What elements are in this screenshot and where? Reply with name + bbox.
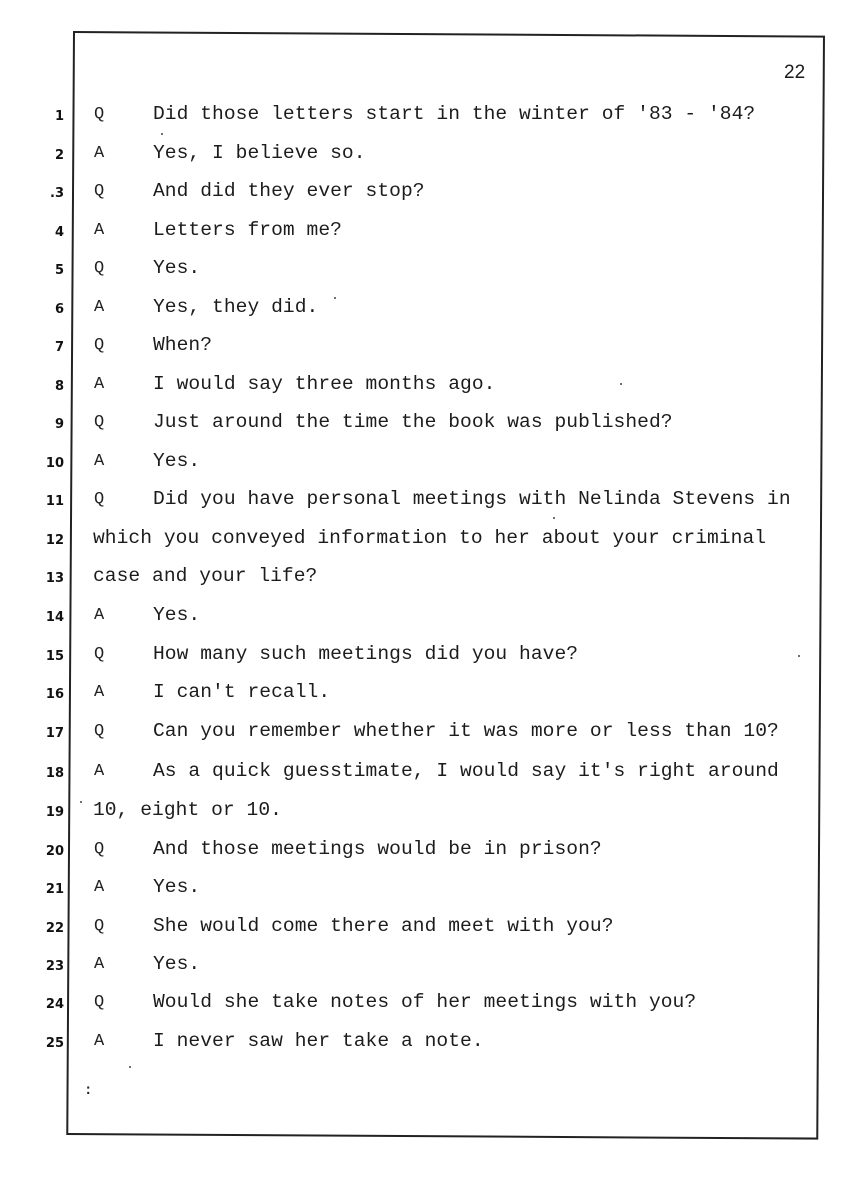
speaker-label: A (94, 683, 105, 702)
speaker-label: Q (94, 993, 105, 1012)
transcript-line (0, 257, 860, 287)
transcript-line (0, 953, 860, 983)
scan-speck (620, 383, 622, 385)
speaker-label: Q (94, 490, 105, 509)
transcript-line (0, 334, 860, 364)
line-text: case and your life? (93, 565, 318, 587)
line-number: 5 (54, 263, 64, 278)
line-number: 10 (45, 456, 64, 471)
line-number: 1 (54, 109, 64, 124)
speaker-label: A (94, 762, 105, 781)
line-text: When? (153, 334, 213, 356)
transcript-line (0, 450, 860, 480)
speaker-label: A (94, 1032, 105, 1051)
transcript-line (0, 411, 860, 441)
scan-speck (798, 655, 800, 657)
line-number: 7 (54, 340, 64, 355)
line-text: Yes, they did. (153, 296, 319, 318)
page-number: 22 (784, 62, 806, 83)
scan-speck (334, 297, 336, 299)
speaker-label: A (94, 221, 105, 240)
line-number: 20 (45, 844, 64, 859)
transcript-line (0, 373, 860, 403)
speaker-label: Q (94, 645, 105, 664)
line-number: 16 (45, 687, 64, 702)
line-text: 10, eight or 10. (93, 799, 282, 821)
scan-speck (129, 1066, 131, 1068)
transcript-line (0, 527, 860, 557)
line-text: Just around the time the book was published? (153, 411, 673, 433)
speaker-label: Q (94, 840, 105, 859)
line-text: which you conveyed information to her about your criminal (93, 527, 767, 549)
transcript-line (0, 838, 860, 868)
line-text: How many such meetings did you have? (153, 643, 579, 665)
speaker-label: A (94, 878, 105, 897)
line-number: 22 (45, 921, 64, 936)
line-number: 8 (54, 379, 64, 394)
scan-speck (161, 133, 163, 135)
transcript-line (0, 915, 860, 945)
line-number: 4 (54, 225, 64, 240)
speaker-label: Q (94, 182, 105, 201)
scan-speck (80, 801, 82, 803)
line-number: 19 (45, 805, 64, 820)
line-number: 14 (45, 610, 64, 625)
speaker-label: Q (94, 722, 105, 741)
speaker-label: A (94, 375, 105, 394)
line-number: 12 (45, 533, 64, 548)
transcript-line (0, 760, 860, 790)
stray-mark: : (84, 1083, 93, 1099)
transcript-line (0, 720, 860, 750)
line-text: I would say three months ago. (153, 373, 496, 395)
line-number: 11 (45, 494, 64, 509)
line-text: Would she take notes of her meetings with you? (153, 991, 697, 1013)
line-text: Yes. (153, 953, 201, 975)
line-text: Did you have personal meetings with Nelinda Stevens in (153, 488, 791, 510)
line-number: .3 (50, 186, 64, 201)
transcript-line (0, 991, 860, 1021)
transcript-line (0, 219, 860, 249)
line-number: 2 (54, 148, 64, 163)
transcript-line (0, 296, 860, 326)
transcript-line (0, 643, 860, 673)
line-text: Did those letters start in the winter of '83 - '84? (153, 103, 756, 125)
line-text: Yes. (153, 876, 201, 898)
transcript-line (0, 681, 860, 711)
speaker-label: A (94, 955, 105, 974)
speaker-label: Q (94, 336, 105, 355)
transcript-line (0, 565, 860, 595)
line-text: And did they ever stop? (153, 180, 425, 202)
transcript-line (0, 1030, 860, 1060)
transcript-line (0, 604, 860, 634)
line-text: I never saw her take a note. (153, 1030, 484, 1052)
line-text: As a quick guesstimate, I would say it's right around (153, 760, 779, 782)
transcript-line (0, 799, 860, 829)
line-text: Yes, I believe so. (153, 142, 366, 164)
scan-speck (553, 517, 555, 519)
speaker-label: A (94, 606, 105, 625)
line-text: And those meetings would be in prison? (153, 838, 602, 860)
line-number: 17 (45, 726, 64, 741)
line-number: 9 (54, 417, 64, 432)
line-text: Can you remember whether it was more or less than 10? (153, 720, 779, 742)
line-number: 13 (45, 571, 64, 586)
line-text: Letters from me? (153, 219, 342, 241)
transcript-line (0, 142, 860, 172)
speaker-label: Q (94, 105, 105, 124)
speaker-label: Q (94, 259, 105, 278)
line-text: Yes. (153, 257, 201, 279)
line-number: 15 (45, 649, 64, 664)
line-number: 23 (45, 959, 64, 974)
speaker-label: A (94, 298, 105, 317)
speaker-label: Q (94, 413, 105, 432)
line-text: She would come there and meet with you? (153, 915, 614, 937)
speaker-label: A (94, 452, 105, 471)
speaker-label: A (94, 144, 105, 163)
line-number: 25 (45, 1036, 64, 1051)
line-number: 21 (45, 882, 64, 897)
line-number: 6 (54, 302, 64, 317)
line-text: I can't recall. (153, 681, 331, 703)
transcript-line (0, 488, 860, 518)
transcript-line (0, 876, 860, 906)
line-text: Yes. (153, 604, 201, 626)
line-text: Yes. (153, 450, 201, 472)
line-number: 18 (45, 766, 64, 781)
transcript-line (0, 180, 860, 210)
line-number: 24 (45, 997, 64, 1012)
transcript-line (0, 103, 860, 133)
speaker-label: Q (94, 917, 105, 936)
